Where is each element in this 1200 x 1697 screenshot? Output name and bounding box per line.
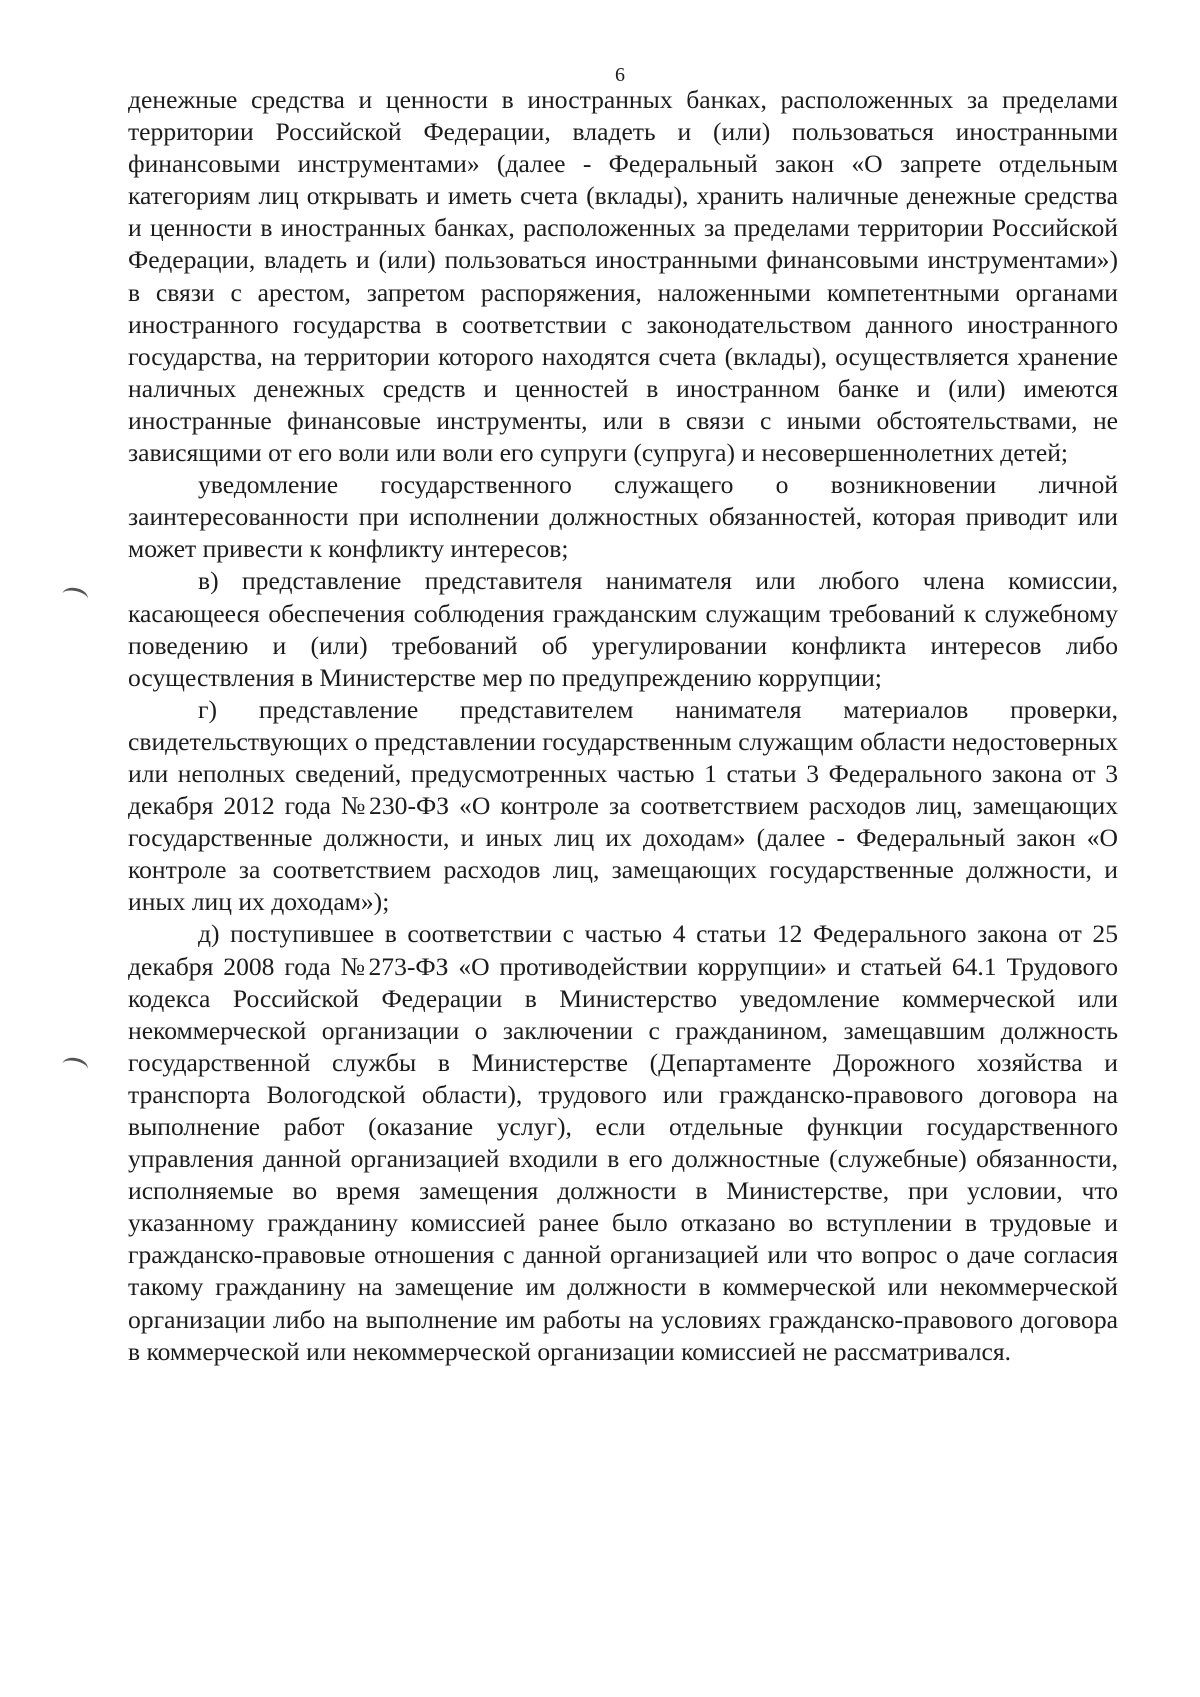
- paragraph-continuation: денежные средства и ценности в иностранных банках, расположенных за пределами территории Российской Федерации, владеть и (или) пользоваться иностранными финансовыми инструментами» (далее - Федеральный закон «О запрете отдельным категориям лиц открывать и иметь счета (вклады), хранить наличные денежные средства и ценности в иностранных банках, расположенных за пределами территории Российской Федерации, владеть и (или) пользоваться иностранными финансовыми инструментами») в связи с арестом, запретом распоряжения, наложенными компетентными органами иностранного государства в соответствии с законодательством данного иностранного государства, на территории которого находятся счета (вклады), осуществляется хранение наличных денежных средств и ценностей в иностранном банке и (или) имеются иностранные финансовые инструменты, или в связи с иными обстоятельствами, не зависящими от его воли или воли его супруги (супруга) и несовершеннолетних детей;: [128, 85, 1118, 468]
- paragraph-notice: уведомление государственного служащего о возникновении личной заинтересованности при исполнении должностных обязанностей, которая приводит или может привести к конфликту интересов;: [128, 470, 1118, 564]
- margin-pencil-mark: [61, 585, 90, 607]
- paragraph-item-d: д) поступившее в соответствии с частью 4 статьи 12 Федерального закона от 25 декабря 2008 года №273-ФЗ «О противодействии коррупции» и статьей 64.1 Трудового кодекса Российской Федерации в Министерство уведомление коммерческой или некоммерческой организации о заключении с гражданином, замещавшим должность государственной службы в Министерстве (Департаменте Дорожного хозяйства и транспорта Вологодской области), трудового или гражданско-правового договора на выполнение работ (оказание услуг), если отдельные функции государственного управления данной организацией входили в его должностные (служебные) обязанности, исполняемые во время замещения должности в Министерстве, при условии, что указанному гражданину комиссией ранее было отказано во вступлении в трудовые и гражданско-правовые отношения с данной организацией или что вопрос о даче согласия такому гражданину на замещение им должности в коммерческой или некоммерческой организации либо на выполнение им работы на условиях гражданско-правового договора в коммерческой или некоммерческой организации комиссией не рассматривался.: [128, 919, 1118, 1366]
- margin-pencil-mark: [61, 1055, 90, 1077]
- paragraph-item-v: в) представление представителя нанимателя или любого члена комиссии, касающееся обеспечения соблюдения гражданским служащим требований к служебному поведению и (или) требований об урегулировании конфликта интересов либо осуществления в Министерстве мер по предупреждению коррупции;: [128, 566, 1118, 692]
- page-number: 6: [615, 64, 625, 86]
- paragraph-item-g: г) представление представителем нанимателя материалов проверки, свидетельствующих о представлении государственным служащим области недостоверных или неполных сведений, предусмотренных частью 1 статьи 3 Федерального закона от 3 декабря 2012 года №230-ФЗ «О контроле за соответствием расходов лиц, замещающих государственные должности, и иных лиц их доходам» (далее - Федеральный закон «О контроле за соответствием расходов лиц, замещающих государственные должности, и иных лиц их доходам»);: [128, 694, 1118, 917]
- document-body: [128, 84, 1118, 1368]
